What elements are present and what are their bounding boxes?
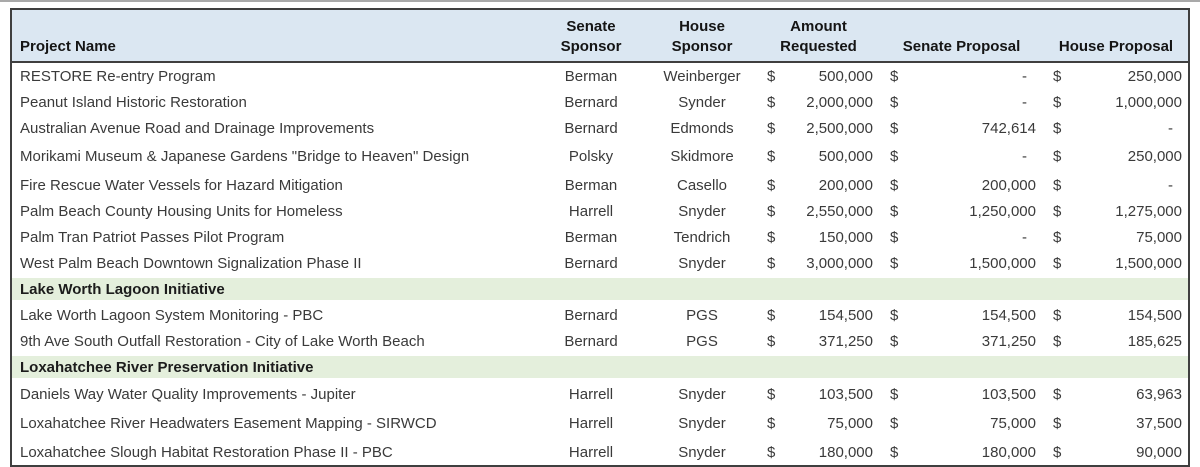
cell-house_sponsor: PGS: [686, 306, 718, 324]
cell-value: 200,000: [818, 176, 873, 194]
table-row: [12, 63, 1188, 89]
cell-house_sponsor: PGS: [686, 332, 718, 350]
cell-house_proposal: [1043, 94, 1189, 111]
column-header-senate_sponsor: Senate Sponsor: [560, 17, 622, 55]
cell-senate_proposal: [880, 333, 1043, 350]
cell-senate_proposal: [880, 415, 1043, 432]
cell-house_sponsor: Snyder: [678, 254, 726, 272]
cell-house_sponsor: Skidmore: [670, 148, 734, 165]
cell-amount_requested: [757, 120, 880, 137]
cell-house_proposal: [1043, 444, 1189, 461]
cell-amount_requested: [757, 94, 880, 111]
cell-house_proposal: [1043, 386, 1189, 403]
currency-symbol: $: [767, 254, 776, 272]
cell-project: RESTORE Re-entry Program: [20, 67, 216, 85]
cell-project: Morikami Museum & Japanese Gardens "Bridge to Heaven" Design: [20, 148, 470, 165]
cell-house_proposal: [1043, 68, 1189, 85]
cell-senate_sponsor: Bernard: [564, 306, 618, 324]
cell-project: Palm Tran Patriot Passes Pilot Program: [20, 228, 285, 246]
appropriations-table: [10, 8, 1190, 467]
currency-symbol: $: [1053, 228, 1062, 246]
cell-value: 75,000: [990, 415, 1036, 432]
cell-value: 742,614: [981, 119, 1036, 137]
cell-senate_sponsor: Harrell: [568, 385, 614, 403]
cell-house_proposal: [1043, 333, 1189, 350]
cell-senate_sponsor: Bernard: [564, 254, 618, 272]
currency-symbol: $: [1053, 202, 1062, 220]
cell-value: 2,000,000: [806, 93, 873, 111]
top-edge-divider: [0, 0, 1200, 2]
currency-symbol: $: [890, 176, 899, 194]
cell-value: 154,500: [981, 306, 1036, 324]
currency-symbol: $: [890, 332, 899, 350]
column-header-house_proposal: House Proposal: [1058, 37, 1174, 55]
cell-value: 75,000: [827, 415, 873, 432]
cell-senate_sponsor: Polsky: [568, 148, 614, 165]
table-row: [12, 115, 1188, 141]
cell-value: 1,000,000: [1115, 93, 1182, 111]
cell-amount_requested: [757, 307, 880, 324]
currency-symbol: $: [1053, 332, 1062, 350]
cell-senate_sponsor: Harrell: [568, 202, 614, 220]
cell-value: 2,550,000: [806, 202, 873, 220]
cell-house_proposal: [1043, 148, 1189, 165]
cell-value: 75,000: [1136, 228, 1182, 246]
currency-symbol: $: [890, 148, 899, 165]
cell-amount_requested: [757, 333, 880, 350]
cell-project: Loxahatchee Slough Habitat Restoration Phase II - PBC: [20, 443, 393, 461]
cell-senate_proposal: [880, 94, 1043, 111]
column-header-house_sponsor: House Sponsor: [671, 17, 733, 55]
cell-value: 500,000: [818, 67, 873, 85]
table-row: [12, 439, 1188, 465]
cell-house_sponsor: Snyder: [678, 415, 726, 432]
currency-symbol: $: [1053, 119, 1062, 137]
cell-value: 1,275,000: [1115, 202, 1182, 220]
cell-value: 185,625: [1127, 332, 1182, 350]
table-row: [12, 380, 1188, 408]
currency-symbol: $: [890, 67, 899, 85]
table-body: [12, 63, 1188, 465]
currency-symbol: $: [1053, 385, 1062, 403]
table-row: [12, 172, 1188, 198]
section-header-row: [12, 354, 1188, 380]
cell-house_sponsor: Tendrich: [673, 228, 731, 246]
currency-symbol: $: [767, 93, 776, 111]
currency-symbol: $: [890, 443, 899, 461]
cell-value: 1,500,000: [969, 254, 1036, 272]
cell-project: Australian Avenue Road and Drainage Improvements: [20, 119, 375, 137]
cell-value: 154,500: [818, 306, 873, 324]
cell-value: 371,250: [981, 332, 1036, 350]
cell-senate_sponsor: Harrell: [568, 415, 614, 432]
cell-project: West Palm Beach Downtown Signalization Phase II: [20, 254, 362, 272]
cell-house_proposal: [1043, 177, 1189, 194]
cell-project: Lake Worth Lagoon System Monitoring - PBC: [20, 306, 324, 324]
cell-amount_requested: [757, 444, 880, 461]
column-header-project: Project Name: [20, 37, 116, 55]
currency-symbol: $: [1053, 176, 1062, 194]
currency-symbol: $: [890, 228, 899, 246]
cell-amount_requested: [757, 229, 880, 246]
cell-value: 180,000: [981, 443, 1036, 461]
currency-symbol: $: [1053, 254, 1062, 272]
currency-symbol: $: [890, 306, 899, 324]
cell-value: 3,000,000: [806, 254, 873, 272]
table-header-row: [12, 10, 1188, 63]
cell-value: 90,000: [1136, 443, 1182, 461]
table-row: [12, 250, 1188, 276]
cell-value: 37,500: [1136, 415, 1182, 432]
cell-value: 180,000: [818, 443, 873, 461]
currency-symbol: $: [890, 385, 899, 403]
cell-value: 250,000: [1127, 148, 1182, 165]
section-label: Loxahatchee River Preservation Initiative: [20, 358, 314, 376]
table-row: [12, 408, 1188, 439]
column-header-senate_proposal: Senate Proposal: [902, 37, 1021, 55]
cell-amount_requested: [757, 203, 880, 220]
cell-value: 1,500,000: [1115, 254, 1182, 272]
table-row: [12, 89, 1188, 115]
cell-house_proposal: [1043, 255, 1189, 272]
cell-house_sponsor: Casello: [676, 176, 728, 194]
currency-symbol: $: [890, 254, 899, 272]
currency-symbol: $: [1053, 148, 1062, 165]
currency-symbol: $: [890, 415, 899, 432]
cell-senate_sponsor: Berman: [564, 176, 618, 194]
currency-symbol: $: [767, 67, 776, 85]
cell-senate_sponsor: Bernard: [564, 332, 618, 350]
cell-value: -: [1022, 93, 1027, 111]
cell-value: 103,500: [818, 385, 873, 403]
cell-house_proposal: [1043, 120, 1189, 137]
currency-symbol: $: [767, 332, 776, 350]
currency-symbol: $: [767, 228, 776, 246]
cell-value: 63,963: [1136, 385, 1182, 403]
cell-value: 103,500: [981, 385, 1036, 403]
cell-senate_proposal: [880, 68, 1043, 85]
cell-senate_proposal: [880, 255, 1043, 272]
cell-senate_proposal: [880, 120, 1043, 137]
currency-symbol: $: [767, 385, 776, 403]
cell-senate_sponsor: Harrell: [568, 443, 614, 461]
section-label: Lake Worth Lagoon Initiative: [20, 280, 225, 298]
cell-amount_requested: [757, 68, 880, 85]
cell-senate_proposal: [880, 386, 1043, 403]
currency-symbol: $: [1053, 415, 1062, 432]
table-row: [12, 198, 1188, 224]
cell-house_sponsor: Snyder: [678, 202, 726, 220]
currency-symbol: $: [890, 93, 899, 111]
cell-value: -: [1168, 176, 1173, 194]
cell-house_sponsor: Snyder: [678, 443, 726, 461]
cell-value: -: [1022, 148, 1027, 165]
cell-senate_proposal: [880, 444, 1043, 461]
cell-project: Peanut Island Historic Restoration: [20, 93, 247, 111]
currency-symbol: $: [1053, 306, 1062, 324]
cell-project: Fire Rescue Water Vessels for Hazard Mitigation: [20, 176, 343, 194]
cell-house_proposal: [1043, 203, 1189, 220]
currency-symbol: $: [1053, 443, 1062, 461]
cell-project: Daniels Way Water Quality Improvements - Jupiter: [20, 385, 356, 403]
column-header-amount_requested: Amount Requested: [780, 17, 857, 55]
cell-senate_sponsor: Bernard: [564, 119, 618, 137]
currency-symbol: $: [767, 176, 776, 194]
cell-project: 9th Ave South Outfall Restoration - City of Lake Worth Beach: [20, 332, 425, 350]
currency-symbol: $: [1053, 93, 1062, 111]
section-header-row: [12, 276, 1188, 302]
cell-senate_proposal: [880, 203, 1043, 220]
cell-house_sponsor: Synder: [678, 93, 726, 111]
currency-symbol: $: [767, 443, 776, 461]
cell-amount_requested: [757, 255, 880, 272]
currency-symbol: $: [767, 415, 776, 432]
cell-project: Palm Beach County Housing Units for Homeless: [20, 202, 343, 220]
currency-symbol: $: [767, 202, 776, 220]
cell-house_proposal: [1043, 307, 1189, 324]
cell-senate_sponsor: Bernard: [564, 93, 618, 111]
table-row: [12, 302, 1188, 328]
cell-value: 2,500,000: [806, 119, 873, 137]
cell-senate_proposal: [880, 177, 1043, 194]
cell-project: Loxahatchee River Headwaters Easement Mapping - SIRWCD: [20, 415, 437, 432]
cell-value: -: [1168, 119, 1173, 137]
table-row: [12, 224, 1188, 250]
currency-symbol: $: [890, 202, 899, 220]
cell-value: 1,250,000: [969, 202, 1036, 220]
cell-house_proposal: [1043, 415, 1189, 432]
cell-value: 150,000: [818, 228, 873, 246]
cell-amount_requested: [757, 415, 880, 432]
cell-house_sponsor: Weinberger: [663, 67, 741, 85]
cell-value: -: [1022, 67, 1027, 85]
cell-senate_proposal: [880, 148, 1043, 165]
cell-senate_proposal: [880, 229, 1043, 246]
table-row: [12, 328, 1188, 354]
currency-symbol: $: [767, 306, 776, 324]
currency-symbol: $: [767, 119, 776, 137]
currency-symbol: $: [1053, 67, 1062, 85]
cell-senate_sponsor: Berman: [564, 67, 618, 85]
currency-symbol: $: [767, 148, 776, 165]
cell-amount_requested: [757, 386, 880, 403]
cell-value: 500,000: [818, 148, 873, 165]
cell-amount_requested: [757, 148, 880, 165]
cell-value: 200,000: [981, 176, 1036, 194]
cell-value: 371,250: [818, 332, 873, 350]
cell-senate_sponsor: Berman: [564, 228, 618, 246]
cell-value: 154,500: [1127, 306, 1182, 324]
cell-value: -: [1022, 228, 1027, 246]
currency-symbol: $: [890, 119, 899, 137]
cell-amount_requested: [757, 177, 880, 194]
table-row: [12, 141, 1188, 172]
cell-senate_proposal: [880, 307, 1043, 324]
cell-house_sponsor: Edmonds: [670, 119, 734, 137]
cell-house_sponsor: Snyder: [678, 385, 726, 403]
cell-value: 250,000: [1127, 67, 1182, 85]
cell-house_proposal: [1043, 229, 1189, 246]
